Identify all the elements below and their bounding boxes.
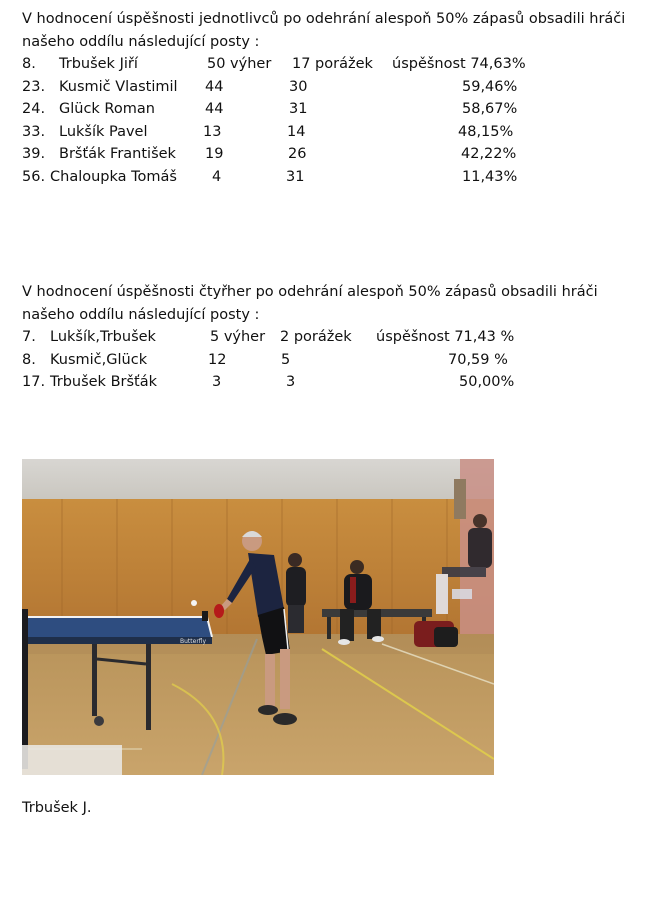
singles-losses: 31 bbox=[286, 168, 305, 185]
doubles-success-rate: 70,59 % bbox=[448, 351, 508, 368]
singles-wins: 13 bbox=[203, 123, 222, 140]
doubles-losses: 2 porážek bbox=[280, 329, 352, 345]
doubles-intro-line-1: V hodnocení úspěšnosti čtyřher po odehrání alespoň 50% zápasů obsadili hráči bbox=[22, 284, 598, 300]
doubles-row bbox=[22, 326, 632, 349]
singles-intro-line-1: V hodnocení úspěšnosti jednotlivců po odehrání alespoň 50% zápasů obsadili hráči bbox=[22, 11, 626, 27]
singles-section bbox=[22, 8, 632, 188]
singles-losses: 17 porážek bbox=[292, 56, 373, 72]
singles-player-name: Lukšík Pavel bbox=[59, 123, 148, 140]
doubles-section bbox=[22, 281, 632, 394]
ping-pong-ball bbox=[191, 600, 197, 606]
singles-rank: 56. bbox=[22, 168, 46, 185]
singles-rank: 24. bbox=[22, 101, 46, 117]
singles-player-name: Chaloupka Tomáš bbox=[50, 168, 177, 185]
singles-row bbox=[22, 166, 632, 189]
doubles-losses: 5 bbox=[281, 351, 291, 368]
singles-success-rate: 58,67% bbox=[462, 101, 518, 117]
singles-losses: 26 bbox=[288, 146, 307, 162]
doubles-wins: 12 bbox=[208, 351, 227, 368]
singles-row bbox=[22, 76, 632, 99]
doubles-pair-names: Trbušek Bršťák bbox=[50, 374, 157, 390]
singles-rank: 33. bbox=[22, 123, 46, 140]
doubles-wins: 3 bbox=[212, 374, 222, 390]
singles-player-name: Glück Roman bbox=[59, 101, 155, 117]
table-brand-text: Butterfly bbox=[180, 638, 207, 645]
singles-row bbox=[22, 121, 632, 144]
singles-wins: 4 bbox=[212, 168, 222, 185]
photo-caption: Trbušek J. bbox=[22, 800, 92, 816]
doubles-pair-names: Kusmič,Glück bbox=[50, 351, 148, 368]
doubles-row bbox=[22, 349, 632, 372]
singles-row bbox=[22, 53, 632, 76]
singles-player-name: Kusmič Vlastimil bbox=[59, 78, 178, 95]
singles-success-rate: úspěšnost 74,63% bbox=[392, 56, 526, 72]
singles-player-name: Trbušek Jiří bbox=[59, 56, 138, 72]
doubles-rank: 7. bbox=[22, 329, 36, 345]
singles-success-rate: 42,22% bbox=[461, 146, 517, 162]
doubles-intro-line-2: našeho oddílu následující posty : bbox=[22, 306, 260, 323]
doubles-pair-names: Lukšík,Trbušek bbox=[50, 329, 156, 345]
doubles-success-rate: 50,00% bbox=[459, 374, 515, 390]
singles-success-rate: 48,15% bbox=[458, 123, 514, 140]
singles-success-rate: 11,43% bbox=[462, 168, 518, 185]
match-photo bbox=[22, 459, 494, 775]
singles-wins: 44 bbox=[205, 101, 224, 117]
singles-rank: 39. bbox=[22, 146, 46, 162]
singles-row bbox=[22, 143, 632, 166]
doubles-success-rate: úspěšnost 71,43 % bbox=[376, 329, 515, 345]
doubles-losses: 3 bbox=[286, 374, 296, 390]
singles-losses: 30 bbox=[289, 78, 308, 95]
singles-row bbox=[22, 98, 632, 121]
singles-intro-line-2: našeho oddílu následující posty : bbox=[22, 33, 260, 50]
singles-wins: 50 výher bbox=[207, 56, 272, 72]
singles-success-rate: 59,46% bbox=[462, 78, 518, 95]
singles-losses: 14 bbox=[287, 123, 306, 140]
doubles-wins: 5 výher bbox=[210, 329, 266, 345]
singles-rank: 23. bbox=[22, 78, 46, 95]
gym-upper-wall bbox=[22, 459, 494, 501]
singles-rank: 8. bbox=[22, 56, 36, 72]
doubles-row bbox=[22, 371, 632, 394]
singles-player-name: Bršťák František bbox=[59, 146, 176, 162]
singles-losses: 31 bbox=[289, 101, 308, 117]
doubles-rank: 8. bbox=[22, 351, 36, 368]
doubles-rank: 17. bbox=[22, 374, 46, 390]
singles-wins: 19 bbox=[205, 146, 224, 162]
singles-wins: 44 bbox=[205, 78, 224, 95]
